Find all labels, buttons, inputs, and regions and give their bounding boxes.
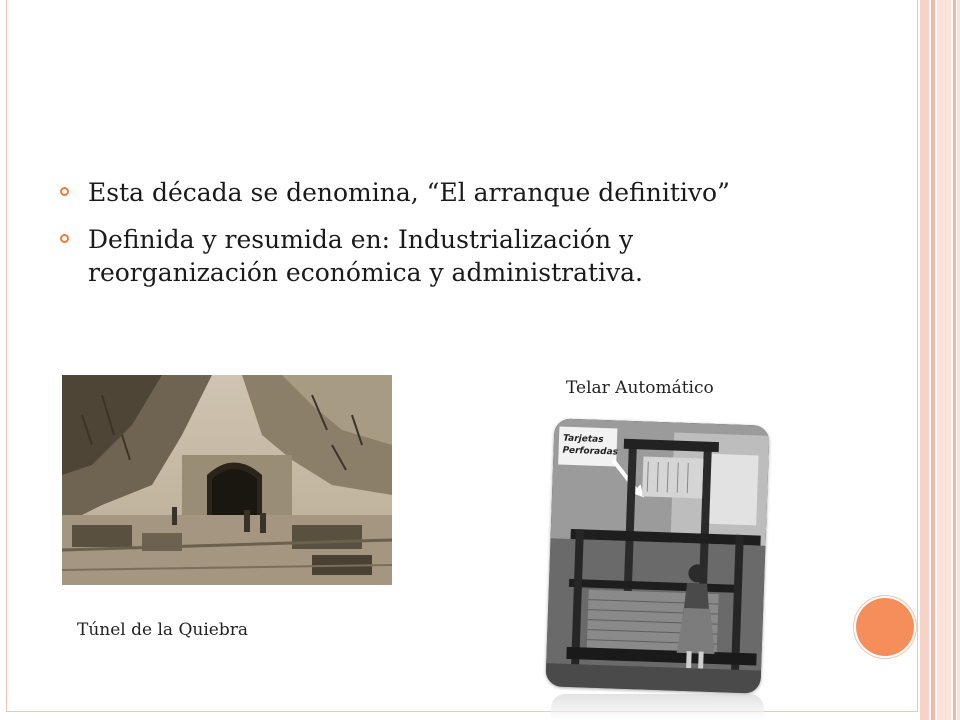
bullet-text: Esta década se denomina, “El arranque definitivo” — [88, 178, 730, 207]
tunnel-caption: Túnel de la Quiebra — [77, 620, 248, 640]
slide-frame — [6, 0, 918, 712]
bullet-circle-icon — [60, 234, 69, 243]
decorative-stripe — [920, 0, 929, 720]
loom-photo — [545, 418, 769, 693]
loom-photo-label: Tarjetas — [562, 433, 604, 446]
bullet-item — [60, 223, 760, 289]
decorative-stripe — [937, 0, 951, 720]
tunnel-photo — [62, 375, 392, 585]
decorative-circle — [856, 598, 914, 656]
bullet-text: Definida y resumida en: Industrialización y reorganización económica y administrativa. — [88, 225, 644, 287]
loom-photo-frame — [545, 418, 769, 693]
loom-photo-reflection — [551, 694, 764, 720]
tunnel-photo-image — [62, 375, 392, 585]
bullet-list — [60, 176, 760, 303]
loom-photo-label: Perforadas — [562, 445, 619, 458]
loom-photo-image — [545, 418, 769, 693]
bullet-circle-icon — [60, 187, 69, 196]
bullet-item — [60, 176, 760, 209]
decorative-stripe — [953, 0, 956, 720]
decorative-stripe — [931, 0, 935, 720]
loom-caption: Telar Automático — [566, 378, 714, 398]
